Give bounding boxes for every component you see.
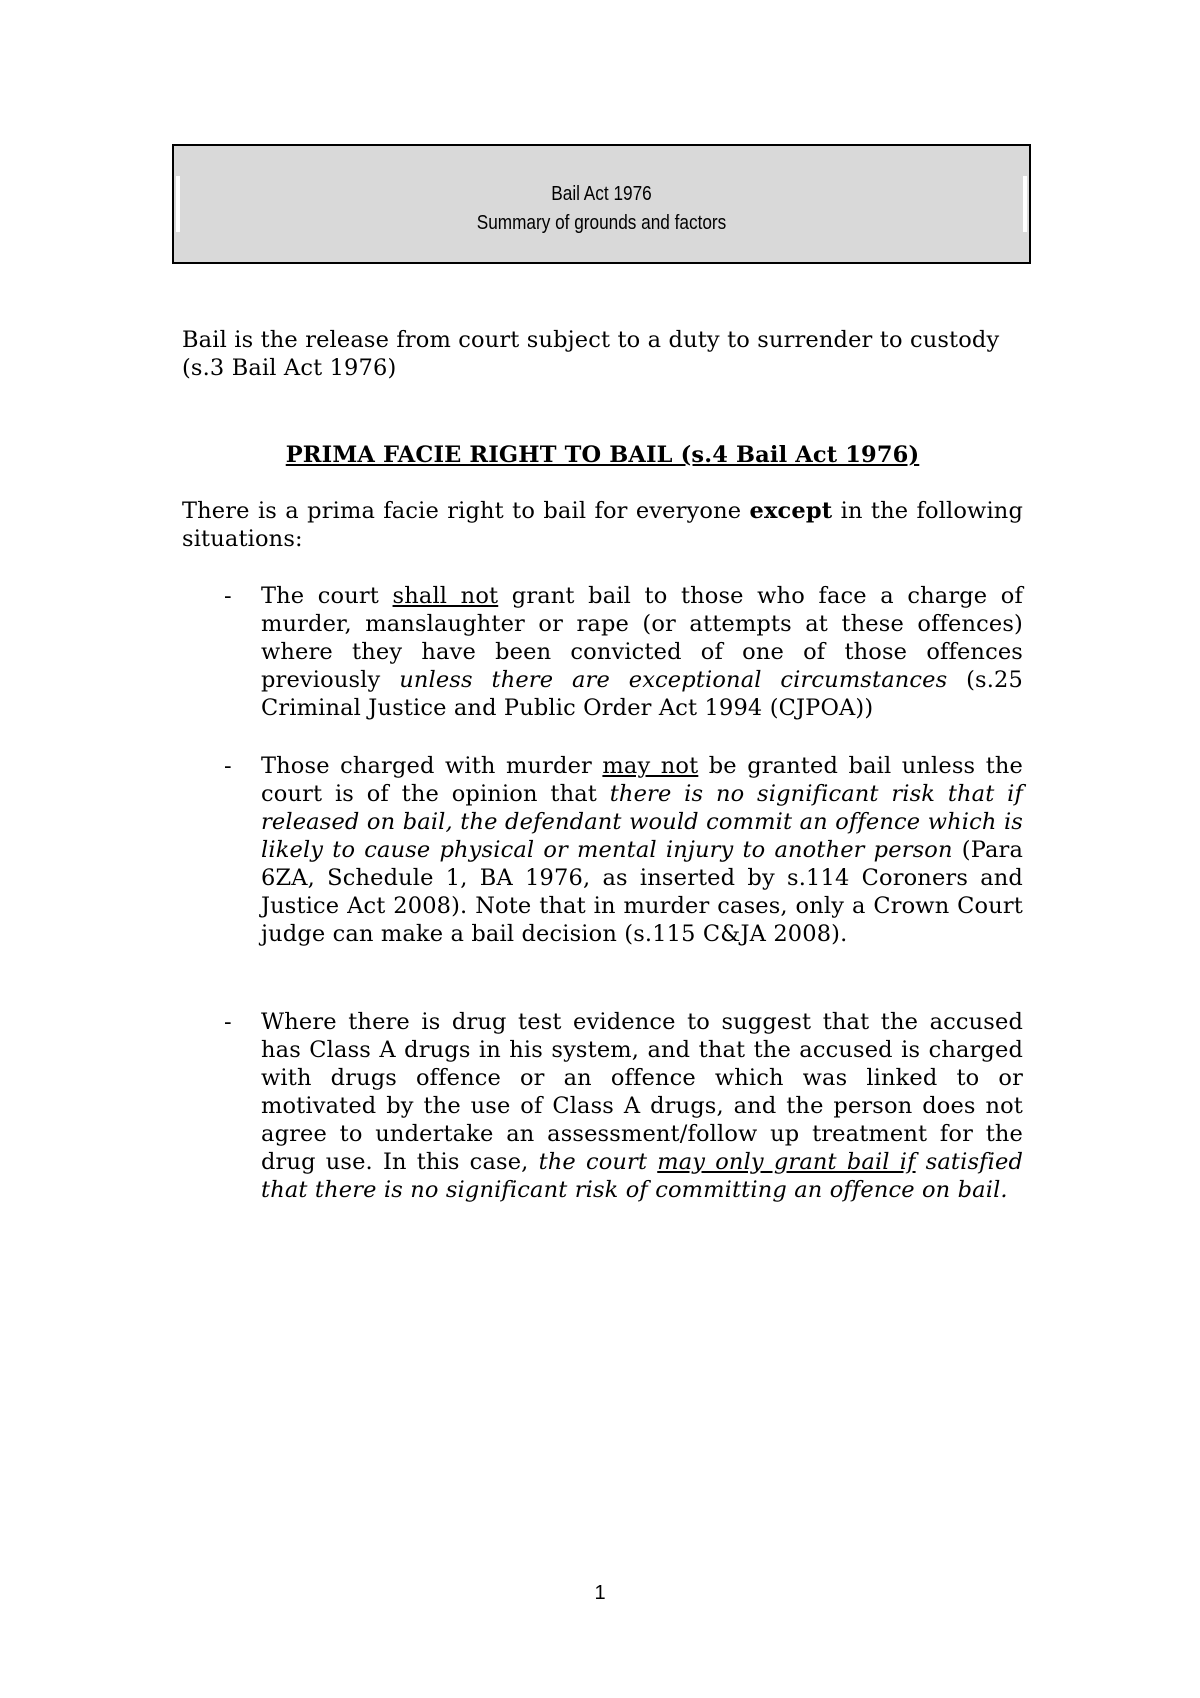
list-item — [182, 582, 1023, 722]
bullet-dash: - — [224, 753, 232, 779]
bullet-dash: - — [224, 1009, 232, 1035]
text-run: The court — [261, 583, 393, 609]
section-heading: PRIMA FACIE RIGHT TO BAIL (s.4 Bail Act 1976) — [285, 442, 920, 468]
underlined-text: shall not — [392, 583, 499, 609]
title-box-edge — [1023, 176, 1027, 232]
text-run: be granted bail unless the court is of the opinion that — [261, 753, 1023, 807]
list-item-text — [261, 1008, 1023, 1204]
text-run: Those charged with murder — [261, 753, 603, 779]
title-box — [172, 144, 1031, 264]
list-item-text — [261, 752, 1023, 948]
prima-facie-text: There is a prima facie right to bail for everyone — [182, 498, 750, 524]
document-subtitle: Summary of grounds and factors — [476, 212, 727, 234]
document-title: Bail Act 1976 — [551, 183, 652, 205]
bullet-dash: - — [224, 583, 232, 609]
list-item-text — [261, 582, 1023, 722]
italic-text: unless there are exceptional circumstances — [399, 667, 948, 693]
prima-facie-text-end: in the following situations: — [182, 498, 1024, 552]
italic-text: the court — [538, 1149, 658, 1175]
prima-facie-paragraph — [182, 497, 1023, 553]
text-run: Where there is drug test evidence to suggest that the accused has Class A drugs in his system, and that the accused is charged with drugs offence or an offence which was linked to or motivated by the use of Class A drugs, and the person does not agree to undertake an assessment/follow up treatment for the drug use. In this case, — [261, 1009, 1023, 1175]
intro-paragraph: Bail is the release from court subject to a duty to surrender to custody (s.3 Bail Act 1976) — [182, 327, 1000, 381]
list-item — [182, 752, 1023, 948]
prima-facie-emphasis: except — [749, 498, 833, 524]
page-number: 1 — [594, 1582, 606, 1604]
title-box-edge — [176, 176, 180, 232]
list-item — [182, 1008, 1023, 1204]
italic-underlined-text: may only grant bail if — [657, 1149, 916, 1175]
text-run: grant bail to those who face a charge of murder, manslaughter or rape (or attempts at these offences) where they have been convicted of one of those offences previously — [261, 583, 1023, 693]
text-run: (Para 6ZA, Schedule 1, BA 1976, as inserted by s.114 Coroners and Justice Act 2008). Note that in murder cases, only a Crown Court judge can make a bail decision (s.115 C&JA 2008). — [261, 837, 1024, 947]
italic-text: there is no significant risk that if released on bail, the defendant would commit an offence which is likely to cause physical or mental injury to another person — [261, 781, 1023, 863]
underlined-text: may not — [602, 753, 699, 779]
italic-text: satisfied that there is no significant risk of committing an offence on bail. — [261, 1149, 1023, 1203]
text-run: (s.25 Criminal Justice and Public Order Act 1994 (CJPOA)) — [261, 667, 1023, 721]
